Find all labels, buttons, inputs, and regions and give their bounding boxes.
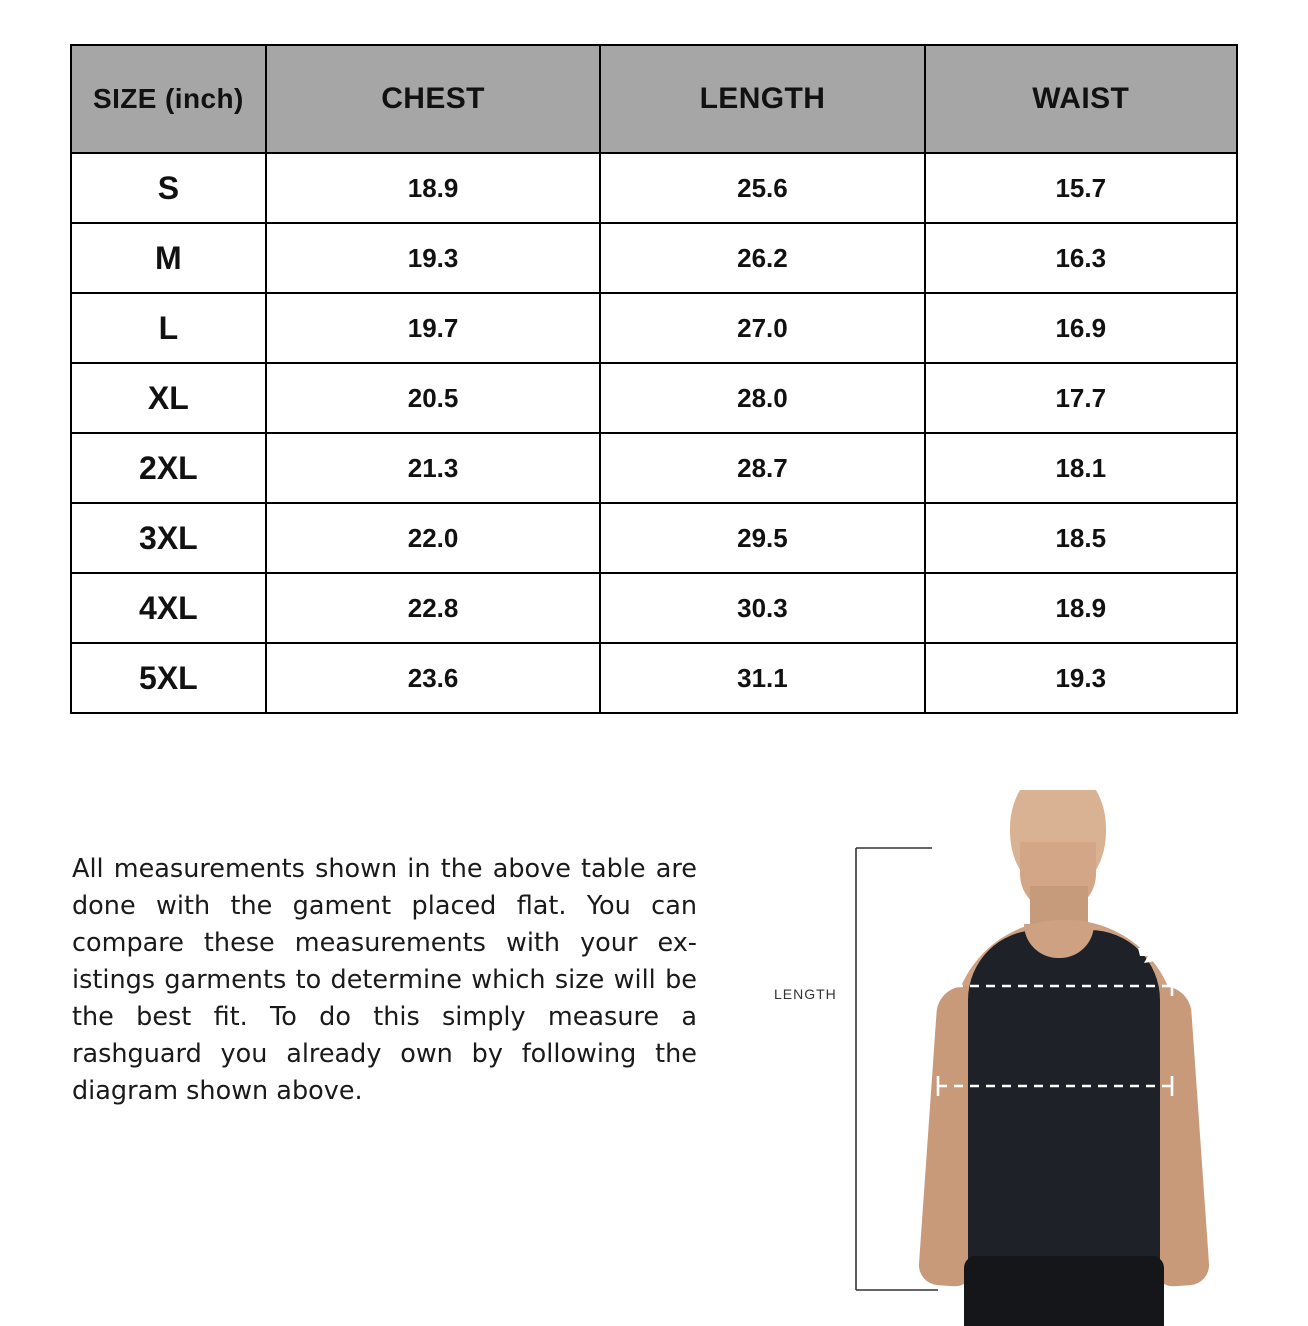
table-header bbox=[71, 45, 1237, 153]
cell-size: XL bbox=[71, 363, 266, 433]
cell-length: 28.7 bbox=[600, 433, 924, 503]
chest-measure-line bbox=[938, 976, 1172, 996]
waist-measure-line bbox=[938, 1076, 1172, 1096]
diagram-label-chest: CHEST bbox=[872, 972, 925, 988]
cell-chest: 18.9 bbox=[266, 153, 601, 223]
cell-waist: 17.7 bbox=[925, 363, 1238, 433]
cell-length: 31.1 bbox=[600, 643, 924, 713]
cell-length: 28.0 bbox=[600, 363, 924, 433]
column-header-length: LENGTH bbox=[600, 45, 924, 153]
cell-size: 5XL bbox=[71, 643, 266, 713]
cell-length: 29.5 bbox=[600, 503, 924, 573]
cell-size: 2XL bbox=[71, 433, 266, 503]
table-row bbox=[71, 363, 1237, 433]
cell-chest: 19.7 bbox=[266, 293, 601, 363]
cell-chest: 23.6 bbox=[266, 643, 601, 713]
cell-waist: 16.9 bbox=[925, 293, 1238, 363]
table-header-row bbox=[71, 45, 1237, 153]
measurement-overlay bbox=[752, 790, 1308, 1326]
cell-size: L bbox=[71, 293, 266, 363]
table-row bbox=[71, 153, 1237, 223]
length-measure-line bbox=[856, 848, 938, 1290]
cell-waist: 18.9 bbox=[925, 573, 1238, 643]
size-chart-table bbox=[70, 44, 1238, 714]
table-row bbox=[71, 503, 1237, 573]
diagram-label-waist: WAIST bbox=[872, 1072, 921, 1088]
cell-chest: 20.5 bbox=[266, 363, 601, 433]
cell-size: 4XL bbox=[71, 573, 266, 643]
cell-waist: 15.7 bbox=[925, 153, 1238, 223]
table-row bbox=[71, 433, 1237, 503]
measurement-note: All measurements shown in the above table are done with the gament placed flat. You can compare these measurements with your ex-istings garments to determine which size will be the best fit. To do this simply measure a rashguard you already own by following the diagram shown above. bbox=[72, 853, 697, 1106]
cell-chest: 22.8 bbox=[266, 573, 601, 643]
cell-size: M bbox=[71, 223, 266, 293]
cell-chest: 19.3 bbox=[266, 223, 601, 293]
cell-chest: 22.0 bbox=[266, 503, 601, 573]
bottom-section bbox=[0, 790, 1308, 1326]
cell-waist: 16.3 bbox=[925, 223, 1238, 293]
size-chart-table-container bbox=[70, 44, 1238, 714]
cell-length: 26.2 bbox=[600, 223, 924, 293]
table-row bbox=[71, 223, 1237, 293]
cell-size: 3XL bbox=[71, 503, 266, 573]
table-row bbox=[71, 643, 1237, 713]
cell-length: 27.0 bbox=[600, 293, 924, 363]
cell-size: S bbox=[71, 153, 266, 223]
cell-waist: 19.3 bbox=[925, 643, 1238, 713]
cell-length: 30.3 bbox=[600, 573, 924, 643]
column-header-chest: CHEST bbox=[266, 45, 601, 153]
column-header-waist: WAIST bbox=[925, 45, 1238, 153]
table-row bbox=[71, 573, 1237, 643]
diagram-label-length: LENGTH bbox=[774, 986, 837, 1002]
table-row bbox=[71, 293, 1237, 363]
cell-length: 25.6 bbox=[600, 153, 924, 223]
cell-waist: 18.1 bbox=[925, 433, 1238, 503]
cell-chest: 21.3 bbox=[266, 433, 601, 503]
table-body bbox=[71, 153, 1237, 713]
cell-waist: 18.5 bbox=[925, 503, 1238, 573]
column-header-size: SIZE (inch) bbox=[71, 45, 266, 153]
measurement-diagram-photo bbox=[752, 790, 1308, 1326]
